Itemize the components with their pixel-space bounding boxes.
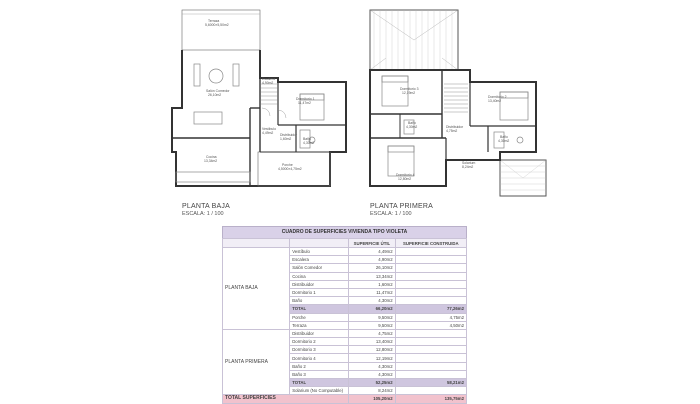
row-const-value: 4,75m2 bbox=[395, 313, 466, 321]
row-util-value: 13,40m2 bbox=[349, 338, 396, 346]
room-label: Dormitorio 3 bbox=[400, 87, 419, 91]
row-util-value: 52,25m2 bbox=[349, 379, 396, 387]
room-area: 26,10m2 bbox=[208, 93, 222, 97]
row-const-value bbox=[395, 338, 466, 346]
ground-plan-scale: ESCALA: 1 / 100 bbox=[182, 211, 224, 217]
table-row bbox=[223, 248, 467, 256]
row-name: Porche bbox=[290, 313, 349, 321]
room-area: 4,5000×4,75m2 bbox=[278, 167, 302, 171]
row-util-value: 13,34m2 bbox=[349, 272, 396, 280]
row-name: TOTAL bbox=[290, 379, 349, 387]
row-util-value: 26,10m2 bbox=[349, 264, 396, 272]
row-util-value: 4,90m2 bbox=[349, 256, 396, 264]
row-name: Dormitorio 4 bbox=[290, 354, 349, 362]
row-name: Terraza bbox=[290, 321, 349, 329]
grand-total-const: 135,75m2 bbox=[395, 395, 466, 403]
row-const-value: 77,26m2 bbox=[395, 305, 466, 313]
row-name: Vestíbulo bbox=[290, 248, 349, 256]
ground-floor-plan bbox=[172, 10, 346, 186]
room-area: 13,40m2 bbox=[488, 99, 502, 103]
room-label: Distribuidor bbox=[446, 125, 464, 129]
row-const-value bbox=[395, 354, 466, 362]
room-area: 5,6000×5,50m2 bbox=[205, 23, 229, 27]
room-area: 13,34m2 bbox=[204, 159, 218, 163]
row-const-value bbox=[395, 272, 466, 280]
room-label: Distribuidor bbox=[280, 133, 298, 137]
room-area: 1,60m2 bbox=[280, 137, 292, 141]
room-area: 8,24m2 bbox=[462, 165, 474, 169]
row-util-value: 4,30m2 bbox=[349, 370, 396, 378]
row-const-value bbox=[395, 346, 466, 354]
row-util-value: 9,50m2 bbox=[349, 313, 396, 321]
floor-group-label: PLANTA BAJA bbox=[223, 248, 290, 330]
row-util-value: 4,75m2 bbox=[349, 329, 396, 337]
grand-total-label: TOTAL SUPERFICIES bbox=[223, 395, 349, 403]
room-label: Salón Comedor bbox=[206, 89, 230, 93]
row-const-value bbox=[395, 288, 466, 296]
room-area: 4,49m2 bbox=[262, 131, 274, 135]
row-const-value bbox=[395, 362, 466, 370]
room-area: 4,30m2 bbox=[303, 141, 315, 145]
table-header-row bbox=[223, 239, 467, 248]
header-util: SUPERFICIE ÚTIL bbox=[349, 239, 396, 248]
row-name: Escalera bbox=[290, 256, 349, 264]
room-label: Baño bbox=[408, 121, 416, 125]
row-const-value: 4,50m2 bbox=[395, 321, 466, 329]
row-util-value: 66,20m2 bbox=[349, 305, 396, 313]
room-label: Terraza bbox=[208, 19, 220, 23]
room-area: 12,19m2 bbox=[402, 91, 416, 95]
room-label: Baño bbox=[303, 137, 311, 141]
floor-group-label: PLANTA PRIMERA bbox=[223, 329, 290, 395]
room-label: Cocina bbox=[206, 155, 217, 159]
row-const-value bbox=[395, 329, 466, 337]
ground-plan-title: PLANTA BAJA bbox=[182, 203, 230, 210]
row-util-value: 1,60m2 bbox=[349, 280, 396, 288]
row-util-value: 12,80m2 bbox=[349, 346, 396, 354]
room-label: Vestíbulo bbox=[262, 127, 276, 131]
grand-total-row bbox=[223, 395, 467, 403]
first-plan-title: PLANTA PRIMERA bbox=[370, 203, 433, 210]
row-name: Solarium (No Computable) bbox=[290, 387, 349, 395]
row-const-value bbox=[395, 264, 466, 272]
header-empty-cell bbox=[223, 239, 290, 248]
room-label: Escalera bbox=[262, 77, 276, 81]
row-util-value: 4,49m2 bbox=[349, 248, 396, 256]
room-label: Dormitorio 4 bbox=[396, 173, 415, 177]
header-empty-cell bbox=[290, 239, 349, 248]
row-name: Distribuidor bbox=[290, 329, 349, 337]
row-name: Distribuidor bbox=[290, 280, 349, 288]
row-name: TOTAL bbox=[290, 305, 349, 313]
room-area: 11,47m2 bbox=[298, 101, 311, 105]
room-label: Porche bbox=[282, 163, 293, 167]
row-util-value: 9,50m2 bbox=[349, 321, 396, 329]
row-name: Dormitorio 1 bbox=[290, 288, 349, 296]
row-name: Cocina bbox=[290, 272, 349, 280]
row-name: Dormitorio 3 bbox=[290, 346, 349, 354]
table-row bbox=[223, 329, 467, 337]
row-const-value bbox=[395, 370, 466, 378]
room-area: 4,75m2 bbox=[446, 129, 458, 133]
table-title: CUADRO DE SUPERFICIES VIVIENDA TIPO VIOLETA bbox=[222, 226, 467, 238]
room-label: Dormitorio 2 bbox=[488, 95, 507, 99]
header-const: SUPERFICIE CONSTRUIDA bbox=[395, 239, 466, 248]
row-util-value: 4,30m2 bbox=[349, 362, 396, 370]
surfaces-table bbox=[222, 226, 467, 404]
row-const-value bbox=[395, 387, 466, 395]
row-util-value: 11,47m2 bbox=[349, 288, 396, 296]
grand-total-util: 105,20m2 bbox=[349, 395, 396, 403]
room-label: Baño bbox=[500, 135, 508, 139]
row-util-value: 4,30m2 bbox=[349, 297, 396, 305]
row-const-value bbox=[395, 297, 466, 305]
room-label: Solarium bbox=[462, 161, 476, 165]
room-area: 4,30m2 bbox=[498, 139, 510, 143]
row-name: Baño 2 bbox=[290, 362, 349, 370]
row-name: Salón Comedor bbox=[290, 264, 349, 272]
room-label: Dormitorio 1 bbox=[296, 97, 315, 101]
row-util-value: 8,24m2 bbox=[349, 387, 396, 395]
row-const-value bbox=[395, 248, 466, 256]
room-area: 4,90m2 bbox=[262, 81, 274, 85]
row-const-value bbox=[395, 280, 466, 288]
row-name: Baño bbox=[290, 297, 349, 305]
room-area: 4,30m2 bbox=[406, 125, 418, 129]
row-const-value bbox=[395, 256, 466, 264]
room-area: 12,80m2 bbox=[398, 177, 412, 181]
row-name: Dormitorio 2 bbox=[290, 338, 349, 346]
row-util-value: 12,19m2 bbox=[349, 354, 396, 362]
first-floor-plan bbox=[370, 10, 546, 196]
row-name: Baño 3 bbox=[290, 370, 349, 378]
row-const-value: 58,21m2 bbox=[395, 379, 466, 387]
first-plan-scale: ESCALA: 1 / 100 bbox=[370, 211, 412, 217]
